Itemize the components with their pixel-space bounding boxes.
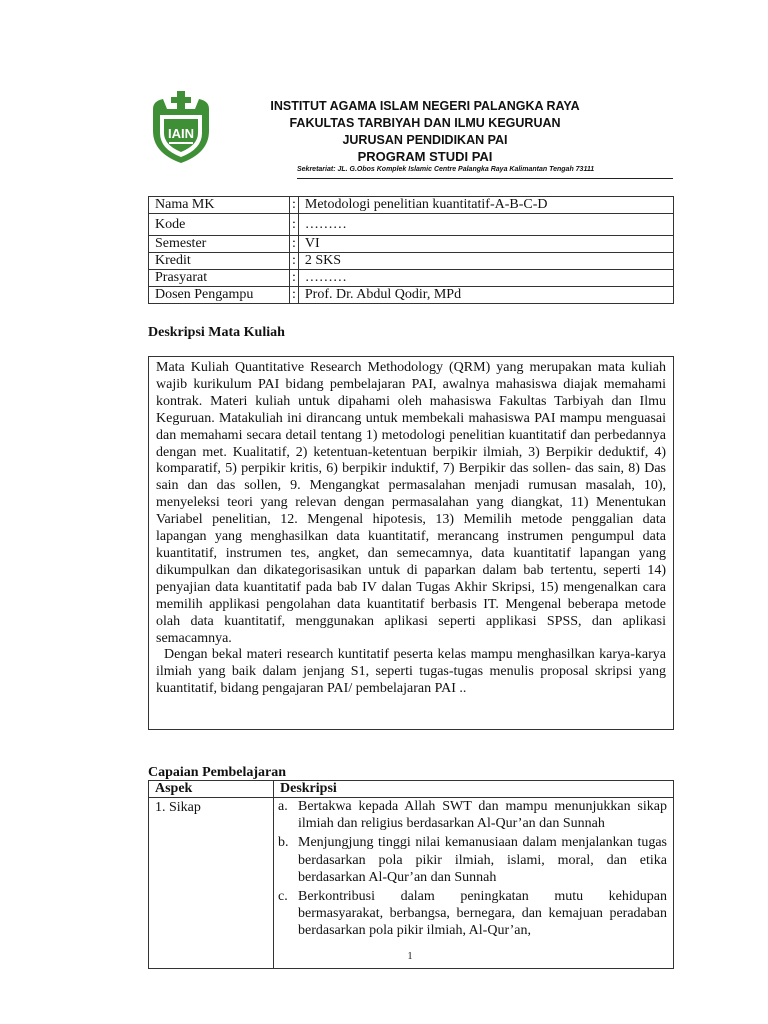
- info-label: Nama MK: [149, 197, 290, 214]
- info-value: 2 SKS: [298, 253, 673, 270]
- logo-text: IAIN: [168, 126, 194, 141]
- table-row: [149, 798, 674, 969]
- program-name: PROGRAM STUDI PAI: [357, 149, 493, 164]
- info-value: ………: [298, 214, 673, 236]
- deskripsi-cell: [274, 798, 674, 969]
- info-value: ………: [298, 270, 673, 287]
- info-row: [149, 270, 674, 287]
- info-label: Prasyarat: [149, 270, 290, 287]
- info-label: Kode: [149, 214, 290, 236]
- info-label: Semester: [149, 236, 290, 253]
- table-header-row: [149, 781, 674, 798]
- column-header-deskripsi: Deskripsi: [274, 781, 674, 798]
- list-item: [278, 888, 667, 940]
- info-separator: :: [290, 214, 299, 236]
- info-row: [149, 236, 674, 253]
- info-value: VI: [298, 236, 673, 253]
- list-item: [278, 798, 667, 832]
- info-row: [149, 287, 674, 304]
- info-label: Kredit: [149, 253, 290, 270]
- info-row: [149, 214, 674, 236]
- list-marker: c.: [278, 889, 288, 905]
- list-item: [278, 834, 667, 886]
- list-marker: a.: [278, 799, 288, 814]
- list-item-text: Bertakwa kepada Allah SWT dan mampu menunjukkan sikap ilmiah dan religius berdasarkan Al-Qur’an dan Sunnah: [298, 799, 667, 832]
- info-value: Prof. Dr. Abdul Qodir, MPd: [298, 287, 673, 304]
- list-marker: b.: [278, 835, 289, 851]
- column-header-aspek: Aspek: [149, 781, 274, 798]
- info-separator: :: [290, 287, 299, 304]
- info-value: Metodologi penelitian kuantitatif-A-B-C-D: [298, 197, 673, 214]
- learning-outcomes-table: [148, 780, 674, 969]
- info-separator: :: [290, 270, 299, 287]
- secretariat-address: Sekretariat: JL. G.Obos Komplek Islamic Centre Palangka Raya Kalimantan Tengah 73111: [297, 166, 595, 173]
- institution-name: INSTITUT AGAMA ISLAM NEGERI PALANGKA RAYA: [270, 99, 580, 113]
- info-row: [149, 197, 674, 214]
- description-paragraph-1: Mata Kuliah Quantitative Research Methodology (QRM) yang merupakan mata kuliah wajib kurikulum PAI bidang pembelajaran PAI, awalnya mahasiswa diajak memahami kontrak. Materi kuliah untuk dipahami oleh mahasiswa Fakultas Tarbiyah dan Ilmu Keguruan. Matakuliah ini dirancang untuk membekali mahasiswa PAI mampu menguasai dan memahami secara detail tentang 1) metodologi penelitian kuantitatif dan perbedannya dengan met. Kualitatif, 2) ketentuan-ketentuan berpikir ilmiah, 3) Berpikir deduktif, 4) komparatif, 5) perpikir kritis, 6) berpikir induktif, 7) Berpikir das sollen- das sain, 8) Das sain dan das sollen, 9. Mengangkat permasalahan menjadi rumusan masalah, 10), menyeleksi teori yang relevan dengan permasalahan yang diangkat, 11) Menentukan Variabel penelitian, 12. Mengenal hipotesis, 13) Memilih metode penggalian data lapangan yang menghasilkan data kuantitatif, merancang instrumen pengumpul data kuantitatif, instrumen tes, angket, dan semecamnya, data kuantitatif lapangan yang dikumpulkan dan dikategorisasikan untuk di paparkan dalam bab tertentu, seperti 14) penyajian data kuantitatif pada bab IV dalan Tugas Akhir Skripsi, 15) mengenalkan cara memilih applikasi pengolahan data kuantitatif berbasis IT. Mengenal beberapa metode olah data kuantitatif, menggunakan aplikasi seperti applikasi SPSS, dan aplikasi semacamnya.: [156, 360, 666, 646]
- aspek-cell: 1. Sikap: [149, 798, 274, 969]
- info-separator: :: [290, 197, 299, 214]
- info-separator: :: [290, 236, 299, 253]
- header-divider: [297, 178, 673, 179]
- learning-outcomes-heading: Capaian Pembelajaran: [148, 765, 287, 780]
- description-heading: Deskripsi Mata Kuliah: [148, 325, 285, 340]
- iain-logo: [147, 87, 215, 165]
- department-name: JURUSAN PENDIDIKAN PAI: [342, 133, 508, 147]
- description-box: [148, 356, 674, 730]
- faculty-name: FAKULTAS TARBIYAH DAN ILMU KEGURUAN: [289, 116, 561, 130]
- page-number: 1: [407, 951, 413, 962]
- list-item-text: Berkontribusi dalam peningkatan mutu kehidupan bermasyarakat, berbangsa, bernegara, dan kemajuan peradaban berdasarkan pola pikir ilmiah, Al-Qur’an,: [298, 889, 667, 939]
- info-separator: :: [290, 253, 299, 270]
- info-label: Dosen Pengampu: [149, 287, 290, 304]
- info-row: [149, 253, 674, 270]
- description-paragraph-2: Dengan bekal materi research kuntitatif peserta kelas mampu menghasilkan karya-karya ilmiah yang baik dalam jenjang S1, seperti tugas-tugas menulis proposal skripsi yang kuantitatif, bidang pengajaran PAI/ pembelajaran PAI ..: [156, 647, 666, 697]
- course-info-table: [148, 196, 674, 304]
- list-item-text: Menjungjung tinggi nilai kemanusiaan dalam menjalankan tugas berdasarkan pola pikir ilmiah, islami, moral, dan etika berdasarkan Al-Qur’an dan Sunnah: [298, 835, 667, 885]
